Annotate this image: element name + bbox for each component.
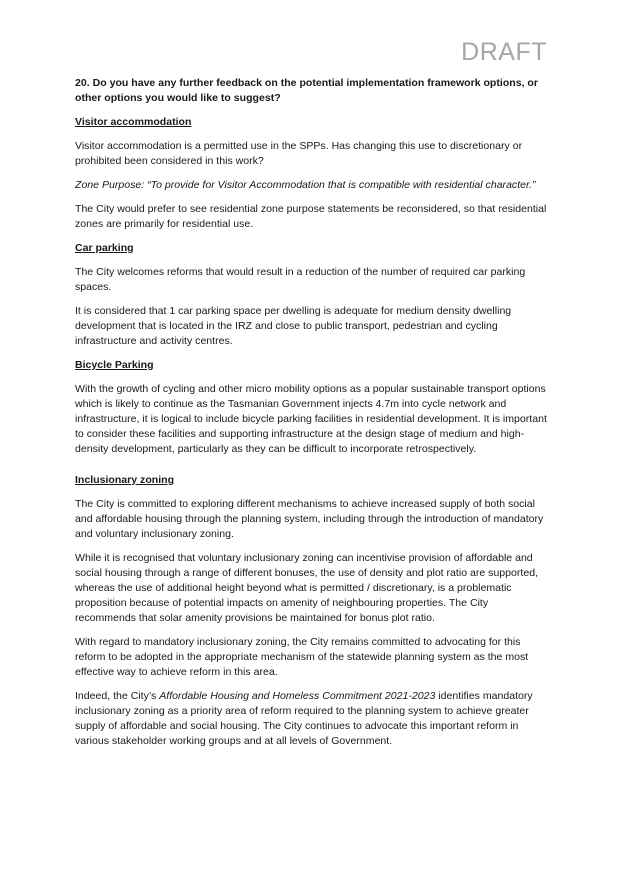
document-body xyxy=(75,76,551,758)
heading-inclusionary-zoning: Inclusionary zoning xyxy=(75,474,175,486)
heading-bicycle-parking: Bicycle Parking xyxy=(75,359,154,371)
car-paragraph-2: It is considered that 1 car parking space per dwelling is adequate for medium density dwelling development that is located in the IRZ and close to public transport, pedestrian and cycling infrastructure and activity centres. xyxy=(75,305,512,347)
visitor-zone-purpose: Zone Purpose: “To provide for Visitor Accommodation that is compatible with residential character.” xyxy=(75,179,536,191)
heading-visitor-accommodation: Visitor accommodation xyxy=(75,116,192,128)
inclusionary-paragraph-1: The City is committed to exploring different mechanisms to achieve increased supply of both social and affordable housing through the planning system, including through the introduction of mandatory and voluntary inclusionary zoning. xyxy=(75,498,544,540)
car-paragraph-1: The City welcomes reforms that would result in a reduction of the number of required car parking spaces. xyxy=(75,266,526,293)
bicycle-paragraph-1: With the growth of cycling and other micro mobility options as a popular sustainable transport options which is likely to continue as the Tasmanian Government injects 4.7m into cycle network and infrastructure, it is logical to include bicycle parking facilities in residential development. It is important to consider these facilities and supporting infrastructure at the design stage of medium and high-density development, particularly as they can be difficult to incorporate retrospectively. xyxy=(75,383,547,455)
visitor-paragraph-3: The City would prefer to see residential zone purpose statements be reconsidered, so that residential zones are primarily for residential use. xyxy=(75,203,547,230)
visitor-paragraph-1: Visitor accommodation is a permitted use in the SPPs. Has changing this use to discretionary or prohibited been considered in this work? xyxy=(75,140,523,167)
inclusionary-paragraph-3: With regard to mandatory inclusionary zoning, the City remains committed to advocating for this reform to be adopted in the appropriate mechanism of the statewide planning system as the most effective way to achieve reform in this area. xyxy=(75,636,529,678)
inclusionary-paragraph-4 xyxy=(75,689,551,749)
draft-watermark: DRAFT xyxy=(461,38,547,66)
p4-intro: Indeed, the City’s xyxy=(75,690,160,702)
p4-rest: identifies mandatory inclusionary zoning as a priority area of reform required to the planning system to achieve greater supply of affordable and social housing. The City continues to advocate this important reform in various stakeholder working groups and at all levels of Government. xyxy=(75,690,533,747)
question-text: 20. Do you have any further feedback on the potential implementation framework options, or other options you would like to suggest? xyxy=(75,77,538,104)
commitment-title: Affordable Housing and Homeless Commitment 2021-2023 xyxy=(159,690,436,702)
inclusionary-paragraph-2: While it is recognised that voluntary inclusionary zoning can incentivise provision of affordable and social housing through a range of different bonuses, the use of density and plot ratio are supported, whereas the use of additional height beyond what is permitted / discretionary, is a problematic proposition because of potential impacts on amenity of neighbouring properties. The City recommends that solar amenity provisions be maintained for bonus plot ratio. xyxy=(75,552,539,624)
heading-car-parking: Car parking xyxy=(75,242,134,254)
